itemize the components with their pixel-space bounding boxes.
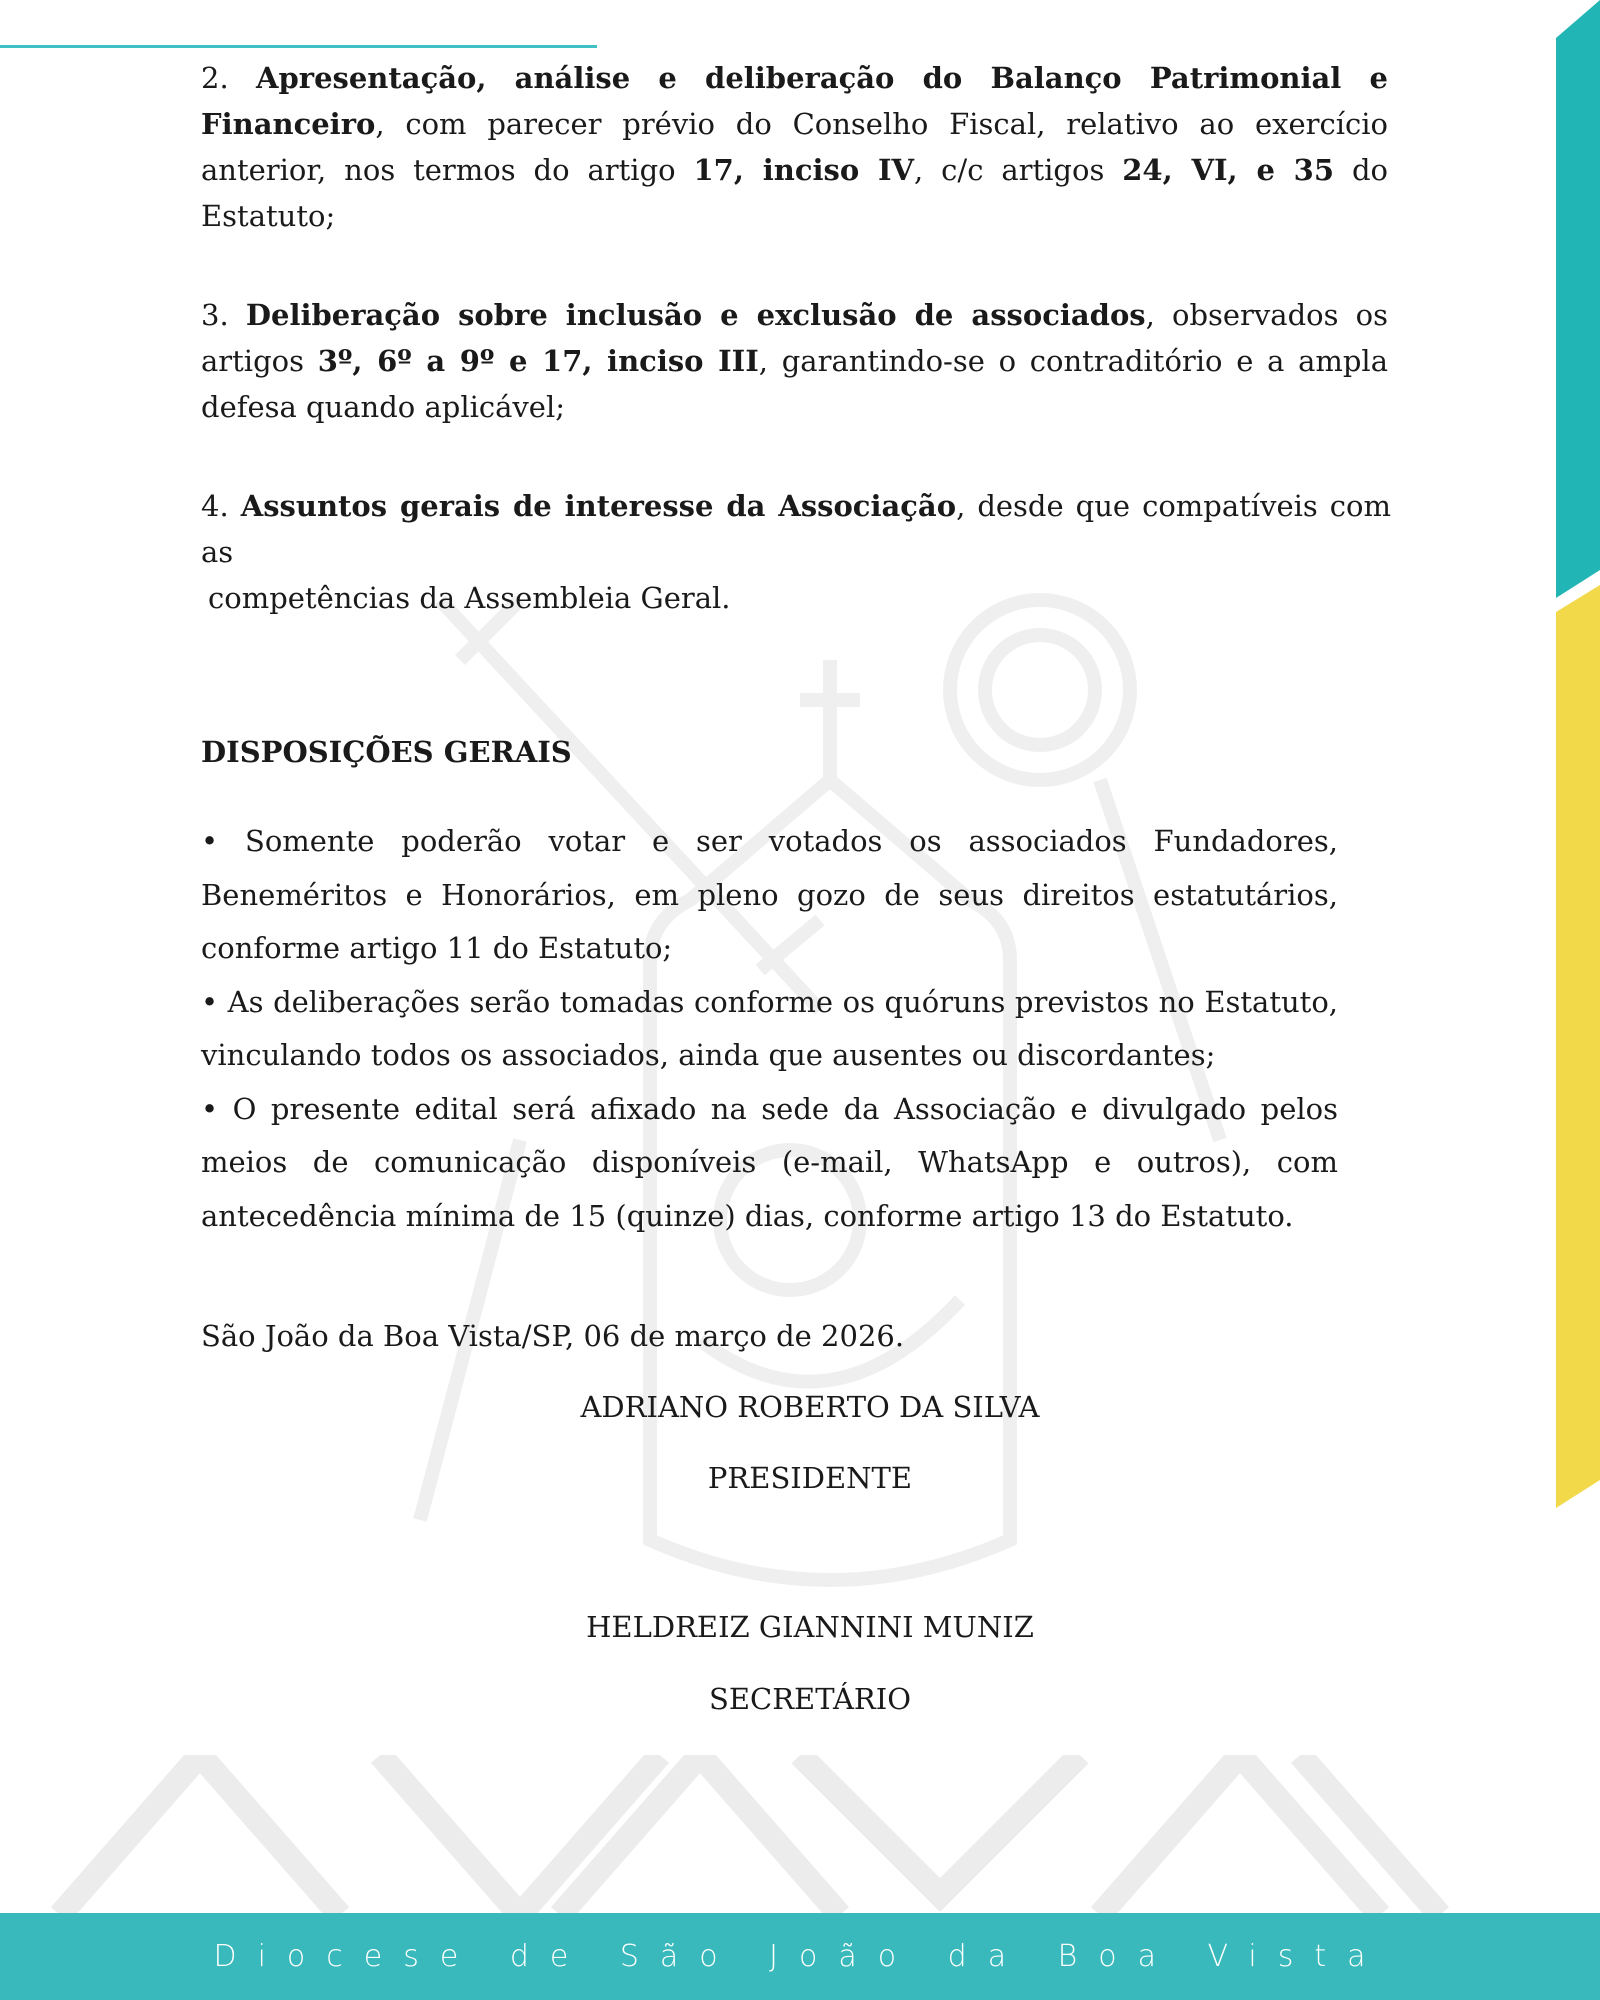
agenda-item-3 [201,292,1388,430]
provision-item: • O presente edital será afixado na sede da Associação e divulgado pelos meios de comunicação disponíveis (e-mail, WhatsApp e outros), com antecedência mínima de 15 (quinze) dias, conforme artigo 13 do Estatuto. [201,1091,1338,1233]
top-accent-line [0,45,597,48]
side-yellow-bar [1556,585,1600,1508]
signatory-name: HELDREIZ GIANNINI MUNIZ [586,1610,1034,1644]
signatory-name: ADRIANO ROBERTO DA SILVA [580,1390,1040,1424]
item-number: 4. [201,489,229,523]
side-teal-bar [1556,0,1600,598]
item-title: Apresentação, análise e deliberação do Balanço Patrimonial e Financeiro [201,61,1388,141]
document-body [201,55,1391,1359]
provision-item: • As deliberações serão tomadas conforme os quóruns previstos no Estatuto, vinculando todos os associados, ainda que ausentes ou discordantes; [201,984,1338,1072]
general-provisions-list [201,815,1338,1243]
agenda-item-4 [201,483,1391,621]
item-text: , c/c artigos [914,153,1123,187]
item-text: , desde que compatíveis com as [201,489,1392,569]
item-text: , garantindo-se o contraditório e a ampla defesa quando aplicável; [201,344,1388,424]
item-reference: 24, VI, e 35 [1122,153,1335,187]
provision-item: • Somente poderão votar e ser votados os associados Fundadores, Beneméritos e Honorários, em pleno gozo de seus direitos estatutários, conforme artigo 11 do Estatuto; [201,824,1338,965]
item-number: 3. [201,298,229,332]
place-and-date: São João da Boa Vista/SP, 06 de março de 2026. [201,1319,905,1353]
footer-title: Diocese de São João da Boa Vista [213,1939,1387,1974]
item-reference: 3º, 6º a 9º e 17, inciso III [317,344,759,378]
footer-band [0,1913,1600,2000]
signatory-role: PRESIDENTE [707,1461,913,1495]
item-text: , observados os artigos [201,298,1388,378]
item-title: Assuntos gerais de interesse da Associação [240,489,957,523]
item-reference: 17, inciso IV [693,153,915,187]
item-text: competências da Assembleia Geral. [208,581,731,615]
side-accent-bars [1556,0,1600,1510]
item-title: Deliberação sobre inclusão e exclusão de associados [245,298,1146,332]
signatory-role: SECRETÁRIO [709,1682,911,1716]
item-text: do Estatuto; [201,153,1388,233]
item-number: 2. [201,61,229,95]
item-text: , com parecer prévio do Conselho Fiscal, relativo ao exercício anterior, nos termos do artigo [201,107,1388,187]
general-provisions-heading: DISPOSIÇÕES GERAIS [201,735,572,769]
agenda-item-2 [201,55,1388,239]
chevron-pattern [0,1755,1600,1915]
